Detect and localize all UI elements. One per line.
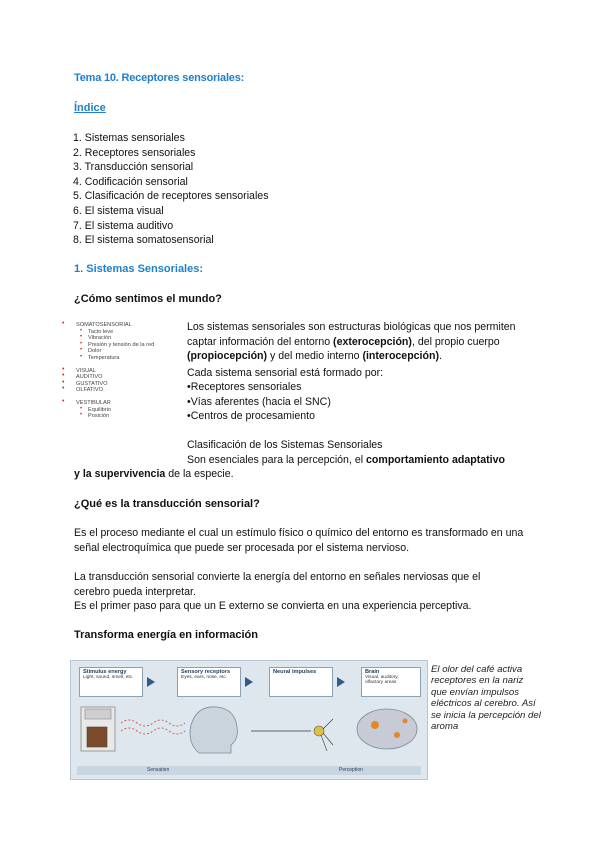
- text-span: , del propio cuerpo: [411, 335, 500, 348]
- toc-item: 3. Transducción sensorial: [73, 161, 194, 174]
- list-item: • SOMATOSENSORIAL: [62, 322, 182, 329]
- list-item: • Temperatura: [62, 355, 182, 362]
- box-title: Sensory receptors: [181, 669, 231, 675]
- list-item: • OLFATIVO: [62, 387, 182, 394]
- table-of-contents: [73, 131, 269, 248]
- term-adaptive-behavior: comportamiento adaptativo: [366, 454, 505, 466]
- arrow-icon: [245, 677, 253, 687]
- toc-item: 6. El sistema visual: [73, 204, 164, 217]
- transduction-definition: Es el proceso mediante el cual un estímulo físico o químico del entorno es transformado en una señal electroquímica que puede ser procesada por el sistema nervioso.: [74, 527, 524, 554]
- sensation-perception-bar: [77, 766, 421, 775]
- stimulus-box: [79, 667, 143, 697]
- bar-label: Perception: [339, 767, 363, 773]
- figure-caption: El olor del café activa receptores en la nariz que envían impulsos eléctricos al cerebro. Así se inicia la percepción del aroma: [431, 664, 541, 733]
- list-item: • GUSTATIVO: [62, 381, 182, 388]
- formed-by-text: Cada sistema sensorial está formado por:: [187, 367, 384, 379]
- list-item: • AUDITIVO: [62, 374, 182, 381]
- sensory-systems-paragraph: [187, 320, 527, 364]
- section-heading: 1. Sistemas Sensoriales:: [74, 263, 204, 275]
- essential-text: [187, 453, 505, 468]
- sensory-classification-list: [62, 322, 182, 420]
- text-span: de la especie.: [165, 468, 234, 480]
- transduction-illustration: [71, 701, 427, 763]
- figure-heading: Transforma energía en información: [74, 629, 258, 641]
- list-item: • VESTIBULAR: [62, 400, 182, 407]
- text-span: .: [438, 350, 442, 363]
- toc-item: 4. Codificación sensorial: [73, 175, 188, 188]
- term-interoception: (interocepción): [362, 350, 439, 363]
- list-item: • Vibración: [62, 335, 182, 342]
- list-item: • Presión y tensión de la red: [62, 342, 182, 349]
- component-item: •Receptores sensoriales: [187, 381, 302, 393]
- impulses-box: [269, 667, 333, 697]
- text-span: y del medio interno: [267, 350, 363, 363]
- term-survival: y la supervivencia: [74, 468, 166, 480]
- list-item: • Equilibrio: [62, 407, 182, 414]
- box-title: Brain: [365, 669, 380, 675]
- list-item: • Dolor: [62, 348, 182, 355]
- toc-item: 5. Clasificación de receptores sensoriales: [73, 190, 269, 203]
- section-question: ¿Qué es la transducción sensorial?: [74, 498, 260, 510]
- transduction-paragraph: La transducción sensorial convierte la energía del entorno en señales nerviosas que el cerebro pueda interpretar.: [74, 571, 481, 598]
- arrow-icon: [147, 677, 155, 687]
- essential-text-continued: [74, 467, 234, 482]
- toc-item: 1. Sistemas sensoriales: [73, 132, 185, 144]
- section-question: ¿Cómo sentimos el mundo?: [74, 293, 222, 305]
- bar-label: Sensation: [147, 767, 170, 773]
- arrow-icon: [337, 677, 345, 687]
- box-title: Neural impulses: [273, 669, 317, 675]
- transduction-figure: [70, 660, 428, 780]
- text-span: Son esenciales para la percepción, el: [187, 454, 367, 466]
- receptors-box: [177, 667, 241, 697]
- term-proprioception: (propiocepción): [187, 350, 268, 363]
- list-item: • Tacto leve: [62, 329, 182, 336]
- text-span: Los sistemas sensoriales son estructuras biológicas que nos permiten captar información del entorno: [187, 321, 516, 348]
- term-exteroception: (exterocepción): [333, 335, 412, 348]
- toc-item: 7. El sistema auditivo: [73, 219, 174, 232]
- box-text: Light, sound, smell, etc.: [83, 675, 134, 680]
- box-title: Stimulus energy: [83, 669, 127, 675]
- component-item: •Vías aferentes (hacia el SNC): [187, 396, 331, 408]
- classification-title: Clasificación de los Sistemas Sensoriales: [187, 439, 383, 451]
- brain-box: [361, 667, 421, 697]
- component-item: •Centros de procesamiento: [187, 410, 315, 422]
- index-heading: Índice: [74, 102, 106, 114]
- page-title: Tema 10. Receptores sensoriales:: [74, 72, 245, 84]
- toc-item: 2. Receptores sensoriales: [73, 146, 196, 159]
- list-item: • VISUAL: [62, 368, 182, 375]
- box-text: Visual, auditory, olfactory areas: [365, 675, 399, 685]
- list-item: • Posición: [62, 413, 182, 420]
- toc-item: 8. El sistema somatosensorial: [73, 234, 214, 247]
- transduction-paragraph: Es el primer paso para que un E externo se convierta en una experiencia perceptiva.: [74, 600, 472, 612]
- box-text: Eyes, ears, nose, etc.: [181, 675, 228, 680]
